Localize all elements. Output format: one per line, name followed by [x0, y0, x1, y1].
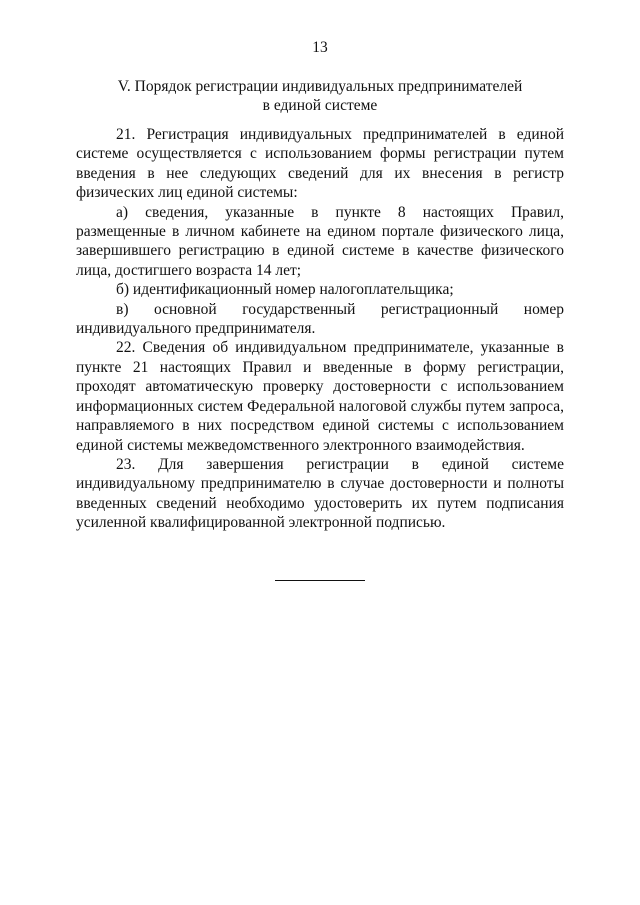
body-text — [76, 125, 564, 533]
section-title-line-1: V. Порядок регистрации индивидуальных предпринимателей — [117, 78, 523, 95]
page-number: 13 — [312, 39, 328, 56]
section-title — [76, 77, 564, 115]
paragraph-22: 22. Сведения об индивидуальном предпринимателе, указанные в пункте 21 настоящих Правил и введенные в форму регистрации, проходят автоматическую проверку достоверности с использованием информационных систем Федеральной налоговой службы путем запроса, направляемого в них посредством единой системы с использованием единой системы межведомственного электронного взаимодействия. — [76, 339, 564, 454]
paragraph-21-v: в) основной государственный регистрационный номер индивидуального предпринимателя. — [76, 300, 564, 338]
end-of-text-rule — [275, 580, 365, 581]
paragraph-23: 23. Для завершения регистрации в единой системе индивидуальному предпринимателю в случае достоверности и полноты введенных сведений необходимо удостоверить их путем подписания усиленной квалифицированной электронной подписью. — [76, 455, 564, 532]
section-title-line-2: в единой системе — [262, 97, 378, 114]
paragraph-21-b: б) идентификационный номер налогоплательщика; — [116, 281, 454, 299]
paragraph-21: 21. Регистрация индивидуальных предпринимателей в единой системе осуществляется с использованием формы регистрации путем введения в нее следующих сведений для их внесения в регистр физических лиц единой системы: — [76, 126, 564, 202]
paragraph-21-a: а) сведения, указанные в пункте 8 настоящих Правил, размещенные в личном кабинете на едином портале физического лица, завершившего регистрацию в единой системе в качестве физического лица, достигшего возраста 14 лет; — [76, 203, 564, 279]
